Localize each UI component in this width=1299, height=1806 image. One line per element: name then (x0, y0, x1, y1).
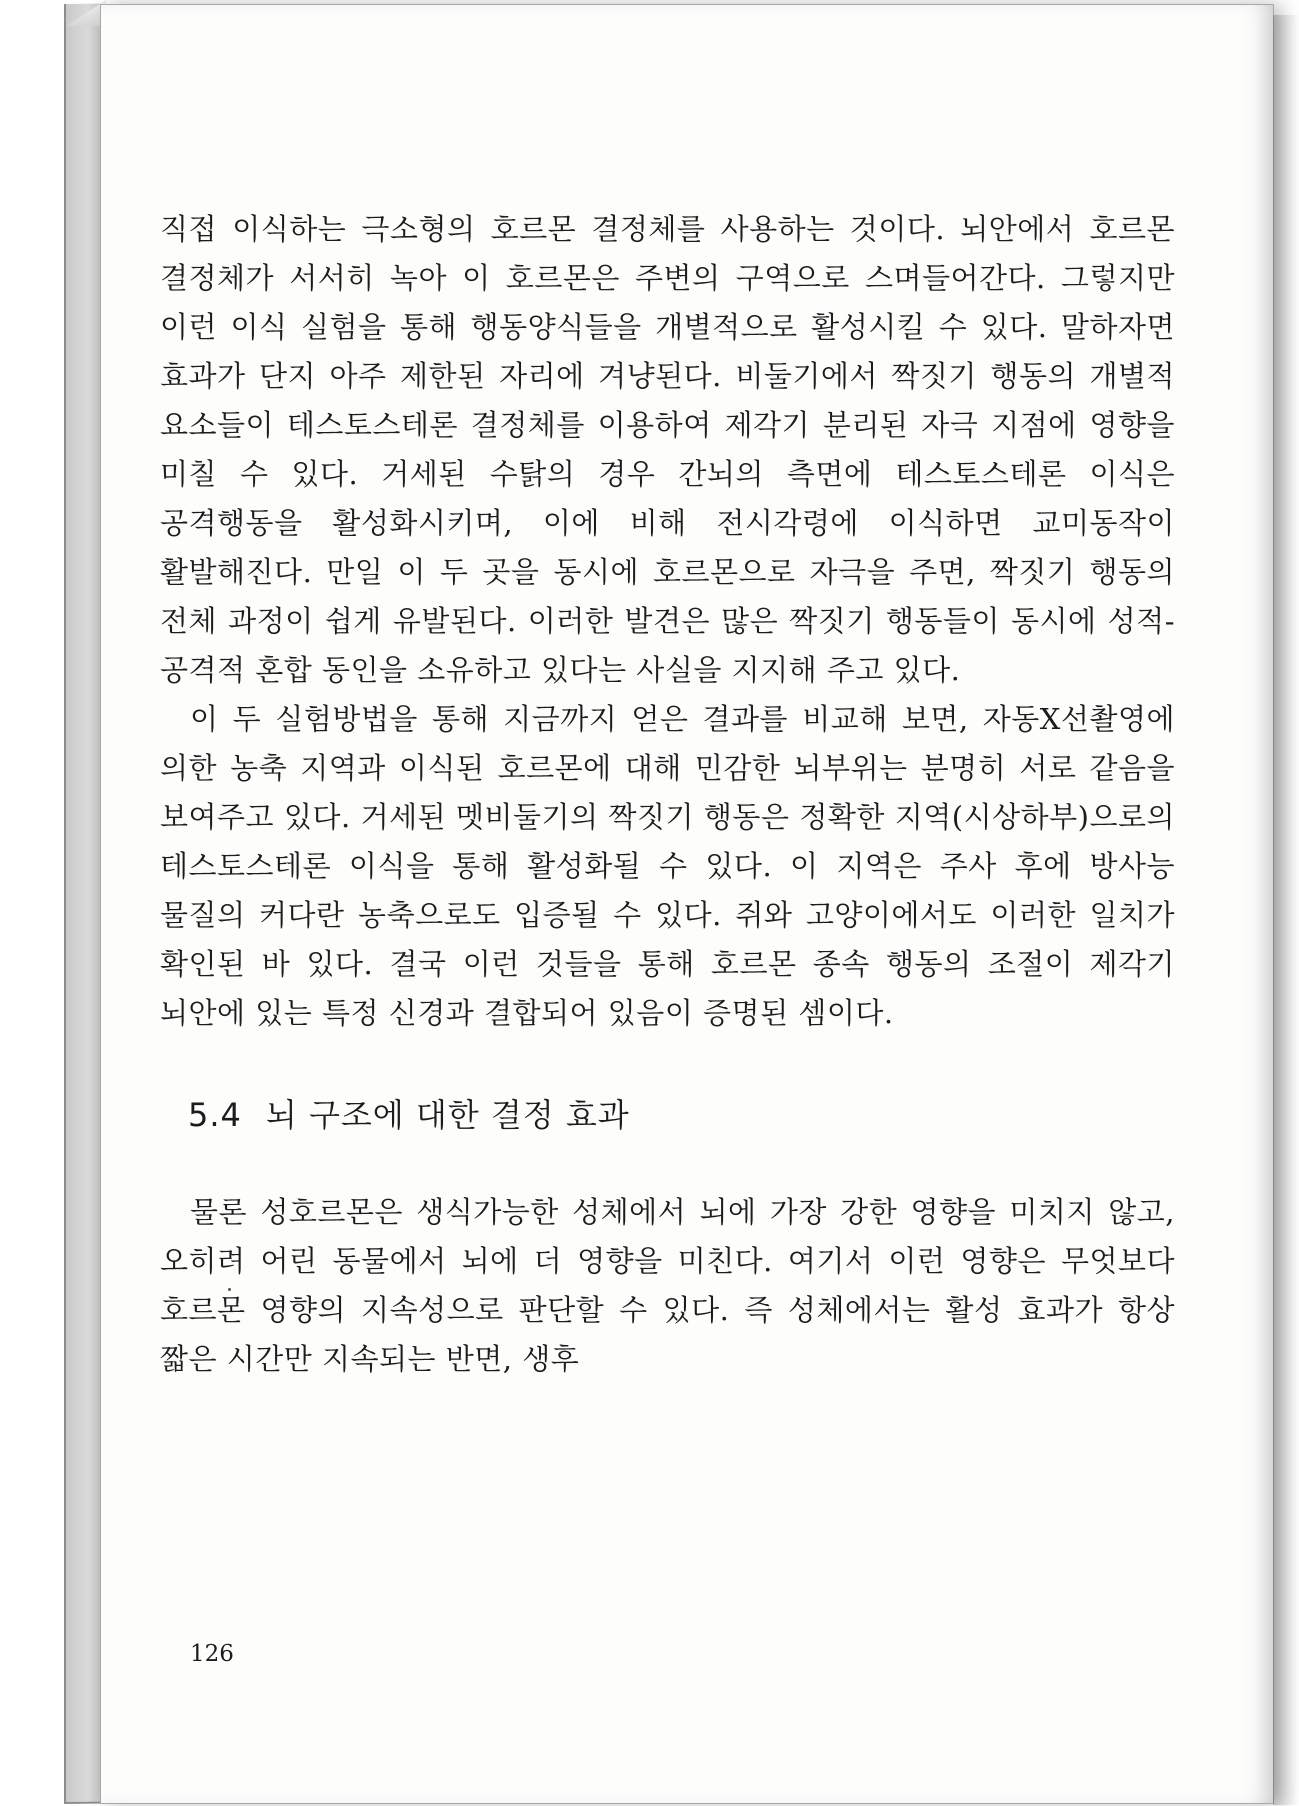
body-text (160, 205, 1175, 1384)
page-edge-shadow (1273, 15, 1299, 1805)
section-number: 5.4 (188, 1096, 242, 1134)
paragraph-3: 물론 성호르몬은 생식가능한 성체에서 뇌에 가장 강한 영향을 미치지 않고, 오히려 어린 동물에서 뇌에 더 영향을 미친다. 여기서 이런 영향은 무엇보다 호르몬 영향의 지속성으로 판단할 수 있다. 즉 성체에서는 활성 효과가 항상 짧은 시간만 지속되는 반면, 생후 (160, 1195, 1175, 1376)
page-number: 126 (190, 1641, 234, 1667)
paragraph-2: 이 두 실험방법을 통해 지금까지 얻은 결과를 비교해 보면, 자동X선촬영에 의한 농축 지역과 이식된 호르몬에 대해 민감한 뇌부위는 분명히 서로 같음을 보여주고 있다. 거세된 멧비둘기의 짝짓기 행동은 정확한 지역(시상하부)으로의 테스토스테론 이식을 통해 활성화될 수 있다. 이 지역은 주사 후에 방사능 물질의 커다란 농축으로도 입증될 수 있다. 쥐와 고양이에서도 이러한 일치가 확인된 바 있다. 결국 이런 것들을 통해 호르몬 종속 행동의 조절이 제각기 뇌안에 있는 특정 신경과 결합되어 있음이 증명된 셈이다. (160, 702, 1175, 1030)
scan-speck (228, 1288, 231, 1291)
paragraph-1: 직접 이식하는 극소형의 호르몬 결정체를 사용하는 것이다. 뇌안에서 호르몬 결정체가 서서히 녹아 이 호르몬은 주변의 구역으로 스며들어간다. 그렇지만 이런 이식 실험을 통해 행동양식들을 개별적으로 활성시킬 수 있다. 말하자면 효과가 단지 아주 제한된 자리에 겨냥된다. 비둘기에서 짝짓기 행동의 개별적 요소들이 테스토스테론 결정체를 이용하여 제각기 분리된 자극 지점에 영향을 미칠 수 있다. 거세된 수탉의 경우 간뇌의 측면에 테스토스테론 이식은 공격행동을 활성화시키며, 이에 비해 전시각령에 이식하면 교미동작이 활발해진다. 만일 이 두 곳을 동시에 호르몬으로 자극을 주면, 짝짓기 행동의 전체 과정이 쉽게 유발된다. 이러한 발견은 많은 짝짓기 행동들이 동시에 성적-공격적 혼합 동인을 소유하고 있다는 사실을 지지해 주고 있다. (160, 212, 1175, 687)
section-title: 뇌 구조에 대한 결정 효과 (265, 1096, 630, 1134)
section-heading (188, 1090, 1175, 1136)
